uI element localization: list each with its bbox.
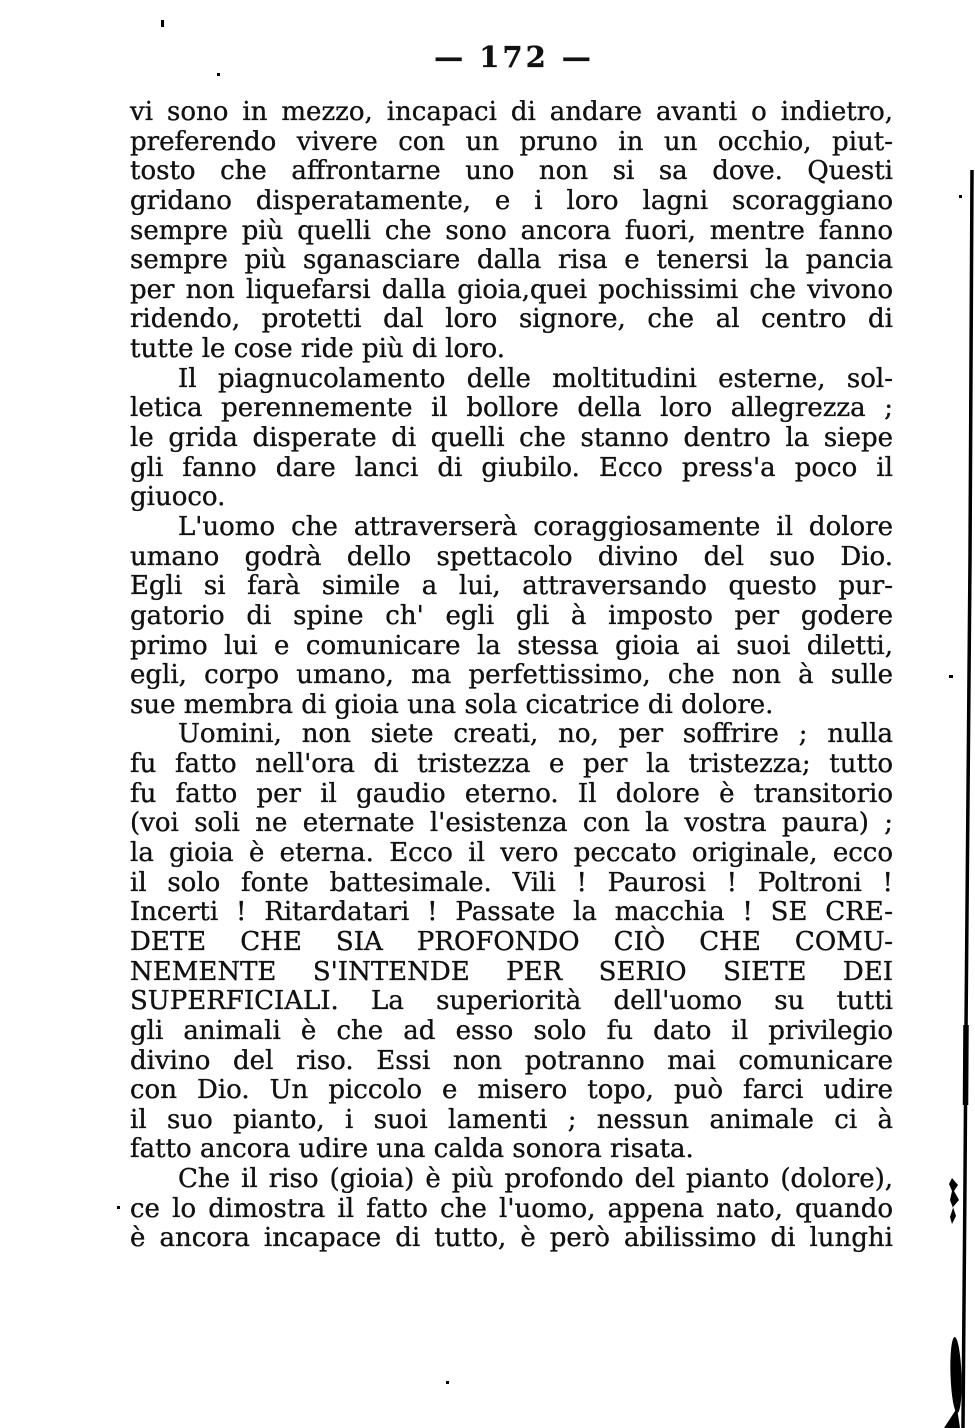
text-line: letica perennemente il bollore della loro allegrezza ;: [130, 393, 893, 424]
text-line: egli, corpo umano, ma perfettissimo, che non à sulle: [130, 660, 893, 691]
text-line: ce lo dimostra il fatto che l'uomo, appena nato, quando: [130, 1193, 893, 1224]
ink-speck-artifact: [959, 195, 962, 198]
text-line: divino del riso. Essi non potranno mai comunicare: [130, 1045, 893, 1076]
text-line: umano godrà dello spettacolo divino del suo Dio.: [130, 541, 893, 572]
ink-speck-artifact: [446, 1381, 449, 1384]
text-line: il suo pianto, i suoi lamenti ; nessun animale ci à: [130, 1104, 893, 1135]
text-line: SUPERFICIALI. La superiorità dell'uomo su tutti: [130, 986, 893, 1017]
text-line: ridendo, protetti dal loro signore, che al centro di: [130, 304, 893, 335]
paragraph: [130, 365, 893, 513]
text-line: preferendo vivere con un pruno in un occhio, piut-: [130, 126, 893, 157]
ink-blob-artifact: [949, 1337, 963, 1413]
text-line: sue membra di gioia una sola cicatrice di dolore.: [130, 689, 774, 720]
text-line: è ancora incapace di tutto, è però abilissimo di lunghi: [130, 1223, 893, 1254]
text-line: gatorio di spine ch' egli gli à imposto per godere: [130, 600, 893, 631]
paragraph: [130, 513, 893, 720]
text-line: fu fatto nell'ora di tristezza e per la tristezza; tutto: [130, 749, 893, 780]
text-line: per non liquefarsi dalla gioia,quei pochissimi che vivono: [130, 274, 893, 305]
text-line: Incerti ! Ritardatari ! Passate la macchia ! SE CRE-: [130, 897, 893, 928]
text-line: la gioia è eterna. Ecco il vero peccato originale, ecco: [130, 838, 893, 869]
text-line: (voi soli ne eternate l'esistenza con la vostra paura) ;: [130, 808, 893, 839]
text-line: vi sono in mezzo, incapaci di andare avanti o indietro,: [130, 97, 893, 127]
scan-edge-line-artifact: [963, 170, 972, 1428]
text-line: il solo fonte battesimale. Vili ! Paurosi ! Poltroni !: [130, 867, 893, 898]
text-line: gli animali è che ad esso solo fu dato il privilegio: [130, 1015, 893, 1046]
text-line: sempre più sganasciare dalla risa e tenersi la pancia: [130, 245, 893, 276]
ink-speck-artifact: [161, 20, 164, 27]
text-line: Che il riso (gioia) è più profondo del pianto (dolore),: [178, 1164, 893, 1195]
page-number-header: — 172 —: [434, 40, 594, 74]
text-line: gridano disperatamente, e i loro lagni scoraggiano: [130, 185, 893, 216]
text-line: le grida disperate di quelli che stanno dentro la siepe: [130, 423, 893, 454]
text-line: sempre più quelli che sono ancora fuori, mentre fanno: [130, 215, 893, 246]
text-line: tutte le cose ride più di loro.: [130, 334, 506, 365]
text-line: gli fanno dare lanci di giubilo. Ecco press'a poco il: [130, 452, 893, 483]
text-line: primo lui e comunicare la stessa gioia ai suoi diletti,: [130, 630, 893, 661]
ink-blob-artifact: [949, 1178, 959, 1224]
text-line: con Dio. Un piccolo e misero topo, può farci udire: [130, 1075, 893, 1106]
corner-smudge-artifact: [944, 1408, 960, 1428]
paragraph: [130, 720, 893, 1165]
body-text-block: [130, 98, 893, 1254]
paragraph: [130, 98, 893, 365]
ink-speck-artifact: [117, 1206, 120, 1209]
text-line: L'uomo che attraverserà coraggiosamente il dolore: [178, 511, 893, 542]
ink-speck-artifact: [949, 675, 953, 678]
paragraph: [130, 1165, 893, 1254]
text-line: fatto ancora udire una calda sonora risata.: [130, 1134, 694, 1165]
text-line: NEMENTE S'INTENDE PER SERIO SIETE DEI: [130, 956, 893, 987]
text-line: Egli si farà simile a lui, attraversando questo pur-: [130, 571, 893, 602]
text-line: giuoco.: [130, 482, 226, 513]
text-line: Il piagnucolamento delle moltitudini esterne, sol-: [178, 363, 893, 394]
scan-edge-line-thick-artifact: [966, 1025, 967, 1105]
text-line: tosto che affrontarne uno non si sa dove. Questi: [130, 156, 893, 187]
text-line: Uomini, non siete creati, no, per soffrire ; nulla: [178, 719, 893, 750]
text-line: fu fatto per il gaudio eterno. Il dolore è transitorio: [130, 778, 893, 809]
text-line: DETE CHE SIA PROFONDO CIÒ CHE COMU-: [130, 926, 893, 957]
